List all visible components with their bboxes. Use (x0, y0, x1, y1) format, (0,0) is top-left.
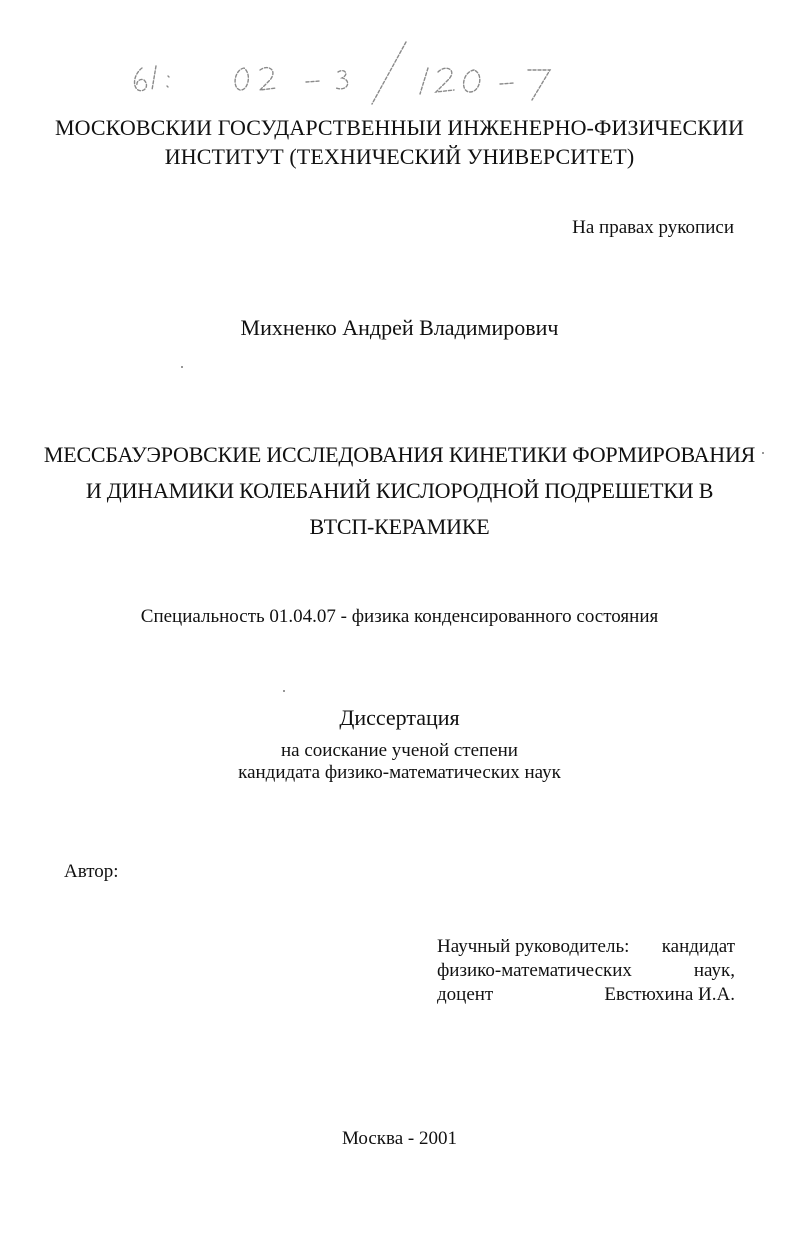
degree-description (0, 740, 799, 784)
supervisor-line-2 (437, 959, 735, 983)
supervisor-line-1 (437, 935, 735, 959)
city-and-year: Москва - 2001 (341, 1128, 458, 1149)
supervisor-role-label: Научный руководитель: (437, 936, 630, 957)
handwritten-stamp-drawing (128, 38, 568, 108)
institution-line-2: ИНСТИТУТ (ТЕХНИЧЕСКИЙ УНИВЕРСИТЕТ) (164, 144, 635, 169)
manuscript-rights-note: На правах рукописи (572, 217, 734, 238)
degree-line-1: на соискание ученой степени (281, 740, 518, 761)
dissertation-title (0, 437, 799, 545)
supervisor-line-3 (437, 983, 735, 1007)
document-type-heading: Диссертация (339, 705, 460, 730)
scan-speck (283, 690, 285, 692)
degree-line-2: кандидата физико-математических наук (238, 762, 561, 783)
supervisor-name: Евстюхина И.А. (604, 984, 735, 1005)
supervisor-block (437, 935, 735, 1007)
institution-name (0, 113, 799, 171)
scan-speck (181, 366, 183, 368)
author-full-name: Михненко Андрей Владимирович (240, 315, 559, 340)
institution-line-1: МОСКОВСКИИ ГОСУДАРСТВЕННЫИ ИНЖЕНЕРНО-ФИЗИЧЕСКИИ (54, 115, 745, 140)
title-line-2: И ДИНАМИКИ КОЛЕБАНИЙ КИСЛОРОДНОЙ ПОДРЕШЕТКИ В (85, 478, 714, 503)
author-label: Автор: (64, 861, 119, 882)
supervisor-field: физико-математических (437, 960, 632, 981)
specialty-line: Специальность 01.04.07 - физика конденсированного состояния (140, 606, 659, 627)
title-line-1: МЕССБАУЭРОВСКИЕ ИССЛЕДОВАНИЯ КИНЕТИКИ ФОРМИРОВАНИЯ (43, 442, 756, 467)
scan-speck (762, 452, 764, 454)
supervisor-rank: доцент (437, 984, 494, 1005)
supervisor-degree-start: кандидат (661, 936, 735, 957)
handwritten-archive-stamp (128, 38, 568, 108)
supervisor-field-suffix: наук, (693, 960, 735, 981)
title-line-3: ВТСП-КЕРАМИКЕ (309, 514, 490, 539)
